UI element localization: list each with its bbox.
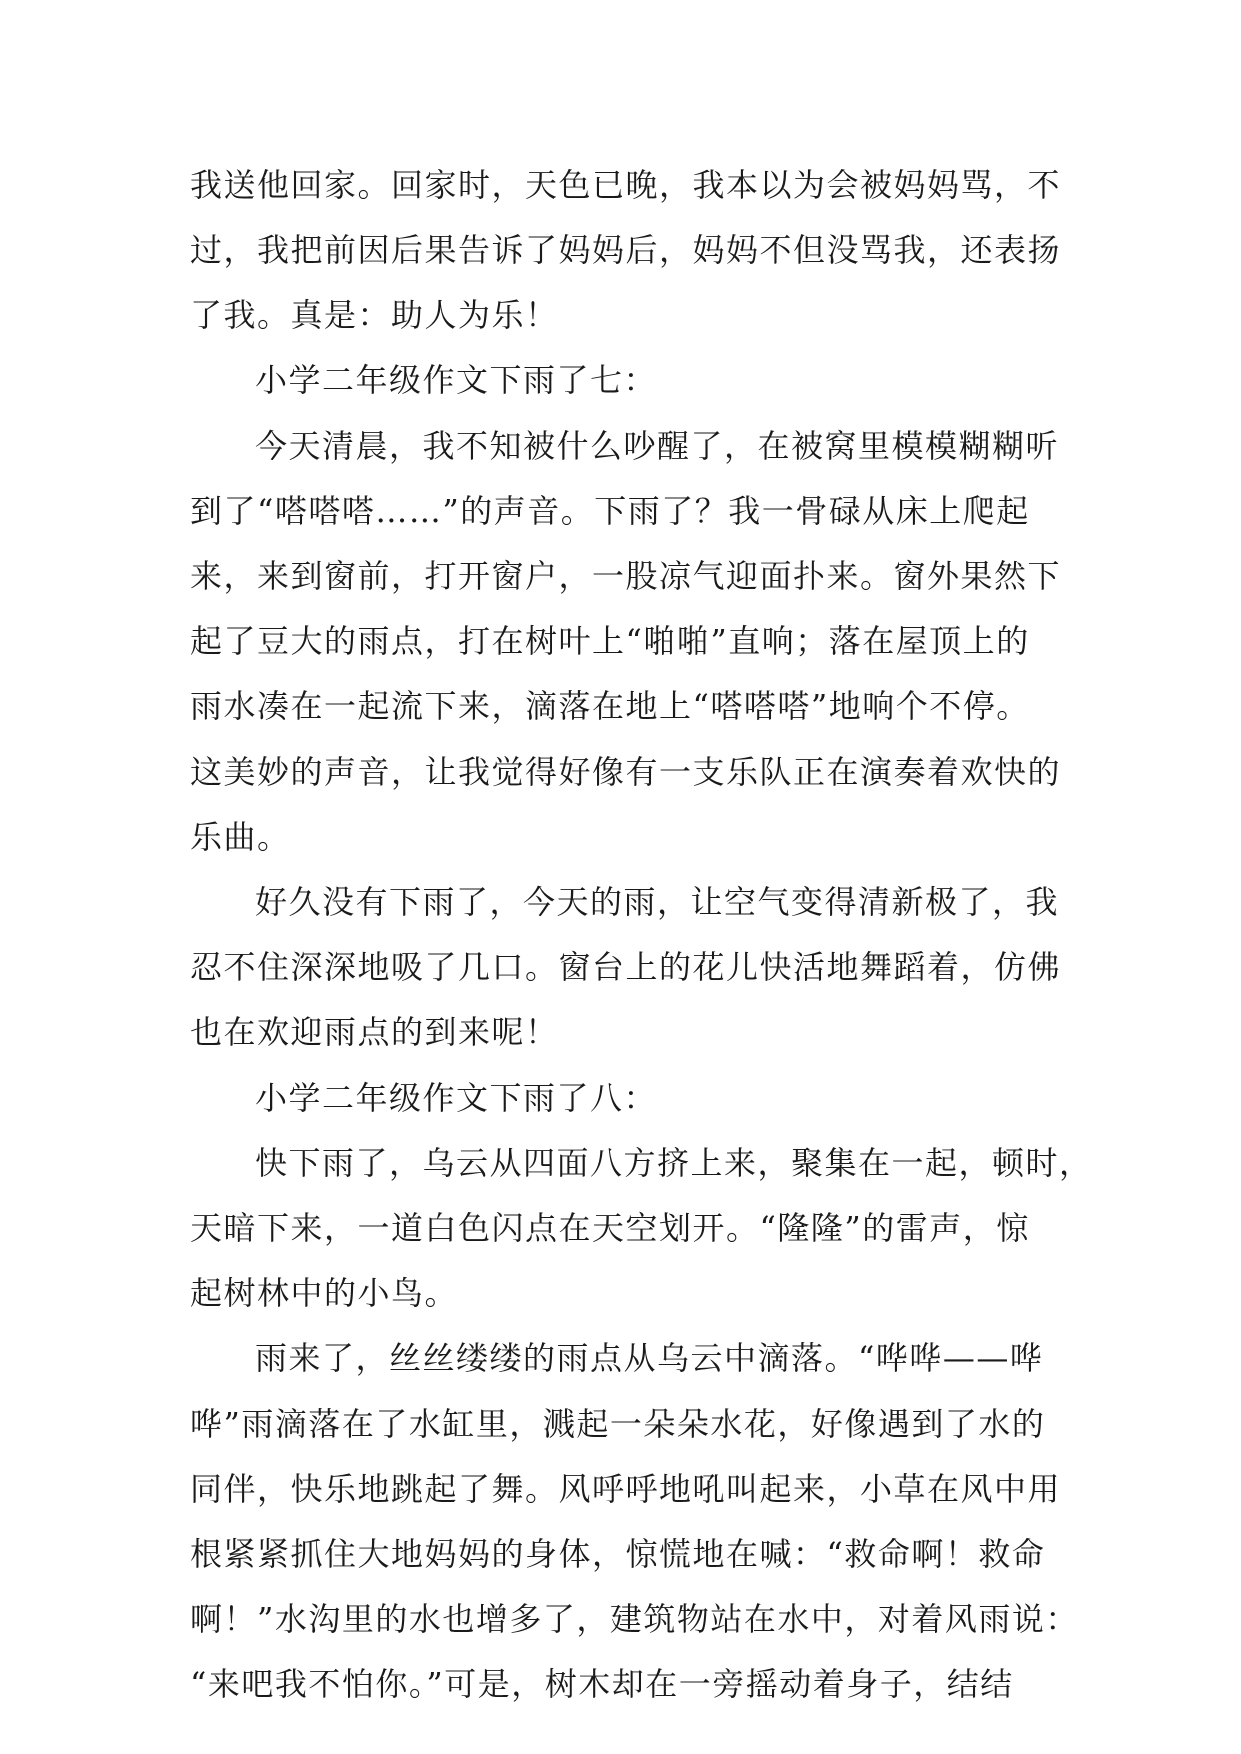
text-line: 我送他回家。回家时，天色已晚，我本以为会被妈妈骂，不 [190,166,1062,204]
text-line: 也在欢迎雨点的到来呢！ [190,1013,559,1051]
text-line: 同伴，快乐地跳起了舞。风呼呼地吼叫起来，小草在风中用 [190,1470,1062,1508]
text-line: 起了豆大的雨点，打在树叶上“啪啪”直响；落在屋顶上的 [190,622,1030,660]
text-line: 快下雨了，乌云从四面八方挤上来，聚集在一起，顿时， [255,1144,1093,1182]
text-line: 啊！”水沟里的水也增多了，建筑物站在水中，对着风雨说： [190,1600,1079,1638]
text-line: 乐曲。 [190,818,291,856]
text-line: 雨来了，丝丝缕缕的雨点从乌云中滴落。“哗哗——哗 [255,1339,1044,1377]
text-line: 来，来到窗前，打开窗户，一股凉气迎面扑来。窗外果然下 [190,557,1062,595]
section-heading: 小学二年级作文下雨了八： [255,1079,658,1117]
text-line: 雨水凑在一起流下来，滴落在地上“嗒嗒嗒”地响个不停。 [190,687,1030,725]
text-line: 哗”雨滴落在了水缸里，溅起一朵朵水花，好像遇到了水的 [190,1405,1046,1443]
text-line: 好久没有下雨了，今天的雨，让空气变得清新极了，我 [255,883,1060,921]
text-line: 今天清晨，我不知被什么吵醒了，在被窝里模模糊糊听 [255,427,1060,465]
section-heading: 小学二年级作文下雨了七： [255,361,658,399]
text-line: 天暗下来，一道白色闪点在天空划开。“隆隆”的雷声，惊 [190,1209,1030,1247]
text-line: 过，我把前因后果告诉了妈妈后，妈妈不但没骂我，还表扬 [190,231,1062,269]
text-line: 了我。真是：助人为乐！ [190,296,559,334]
text-line: 这美妙的声音，让我觉得好像有一支乐队正在演奏着欢快的 [190,753,1062,791]
text-line: 起树林中的小鸟。 [190,1274,459,1312]
text-line: 根紧紧抓住大地妈妈的身体，惊慌地在喊：“救命啊！救命 [190,1535,1046,1573]
text-line: 忍不住深深地吸了几口。窗台上的花儿快活地舞蹈着，仿佛 [190,948,1062,986]
text-line: “来吧我不怕你。”可是，树木却在一旁摇动着身子，结结 [190,1665,1014,1703]
text-line: 到了“嗒嗒嗒……”的声音。下雨了？我一骨碌从床上爬起 [190,492,1030,530]
